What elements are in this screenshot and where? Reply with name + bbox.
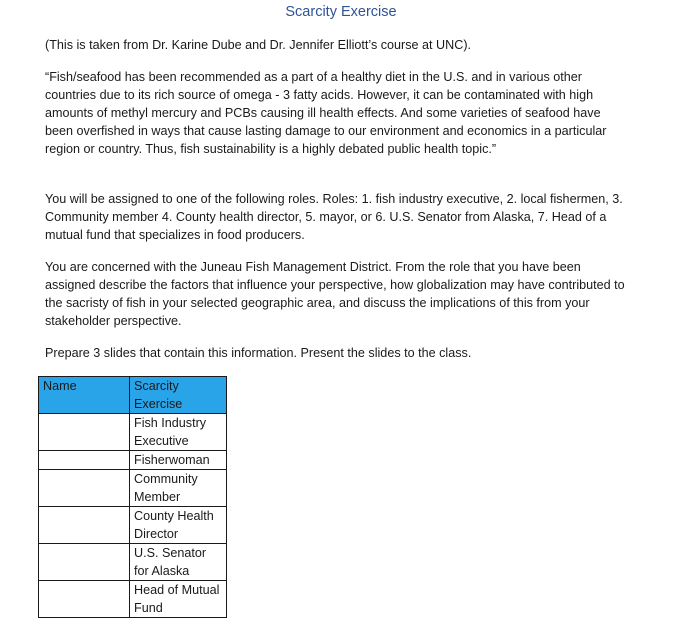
name-cell <box>39 470 130 507</box>
task-paragraph: You are concerned with the Juneau Fish Management District. From the role that you have been assigned describe the factors that influence your perspective, how globalization may have contributed to the sacristy of fish in your selected geographic area, and discuss the implications of this from your stakeholder perspective. <box>45 260 625 328</box>
role-cell: Head of Mutual Fund <box>130 581 227 618</box>
name-cell <box>39 507 130 544</box>
source-note: (This is taken from Dr. Karine Dube and Dr. Jennifer Elliott’s course at UNC). <box>45 38 472 52</box>
roles-paragraph: You will be assigned to one of the following roles. Roles: 1. fish industry executive, 2. local fishermen, 3. Community member 4. County health director, 5. mayor, or 6. U.S. Senator from Alaska, 7. Head of a mutual fund that specializes in food producers. <box>45 192 623 242</box>
role-cell: Fisherwoman <box>130 451 227 470</box>
table-row <box>39 414 227 451</box>
quote-paragraph: “Fish/seafood has been recommended as a part of a healthy diet in the U.S. and in various other countries due to its rich source of omega - 3 fatty acids. However, it can be contaminated with high amounts of methyl mercury and PCBs causing ill health effects. And some varieties of seafood have been overfished in ways that cause lasting damage to our environment and economics in a particular region or country. Thus, fish sustainability is a highly debated public health topic.” <box>45 70 607 156</box>
table-row <box>39 581 227 618</box>
role-cell: County Health Director <box>130 507 227 544</box>
table-row <box>39 507 227 544</box>
name-cell <box>39 544 130 581</box>
role-cell: Fish Industry Executive <box>130 414 227 451</box>
table-row <box>39 470 227 507</box>
header-name-cell: Name <box>39 377 130 414</box>
name-cell <box>39 581 130 618</box>
roles-table <box>38 376 227 618</box>
role-cell: U.S. Senator for Alaska <box>130 544 227 581</box>
table-row <box>39 451 227 470</box>
table-row <box>39 544 227 581</box>
page-title: Scarcity Exercise <box>285 4 397 20</box>
table-header-row <box>39 377 227 414</box>
role-cell: Community Member <box>130 470 227 507</box>
name-cell <box>39 451 130 470</box>
instruction-paragraph: Prepare 3 slides that contain this information. Present the slides to the class. <box>45 346 472 360</box>
header-role-cell: Scarcity Exercise <box>130 377 227 414</box>
name-cell <box>39 414 130 451</box>
